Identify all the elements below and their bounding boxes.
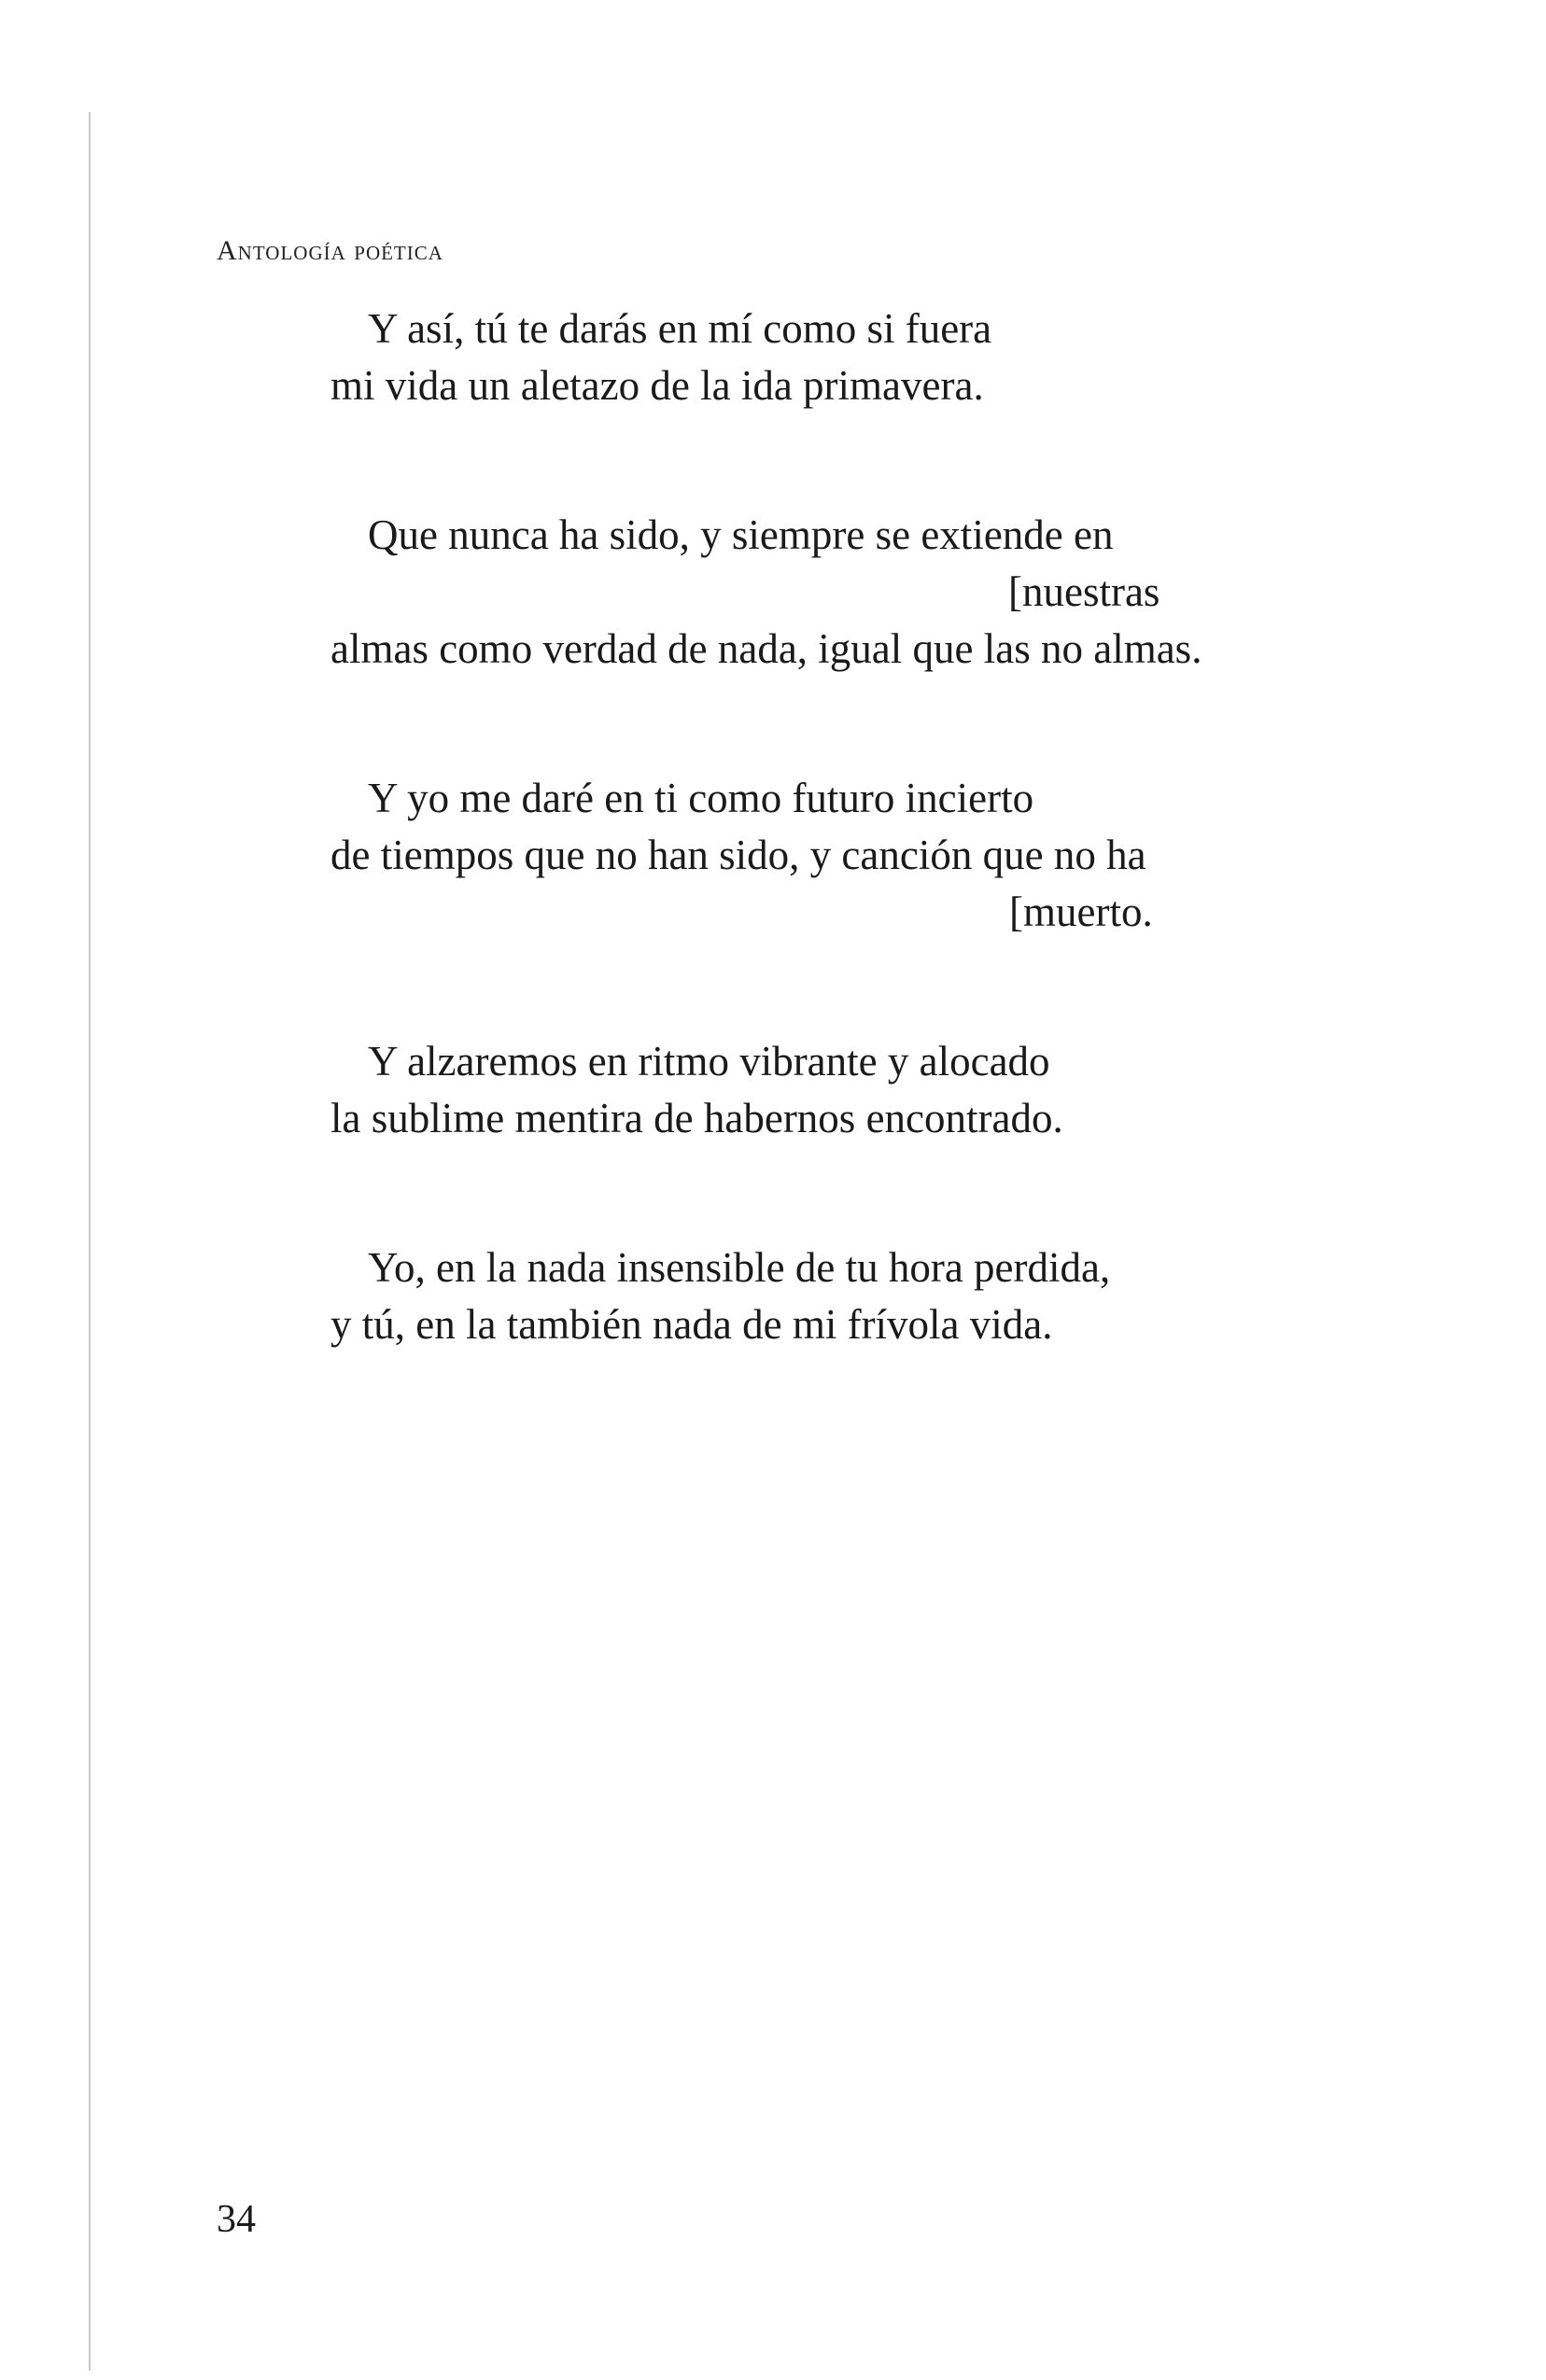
stanza [330,770,1413,941]
verse-line: Que nunca ha sido, y siempre se extiende en [368,511,1114,558]
verse-line: la sublime mentira de habernos encontrado. [330,1095,1063,1141]
verse-line: almas como verdad de nada, igual que las no almas. [330,625,1202,672]
page-number: 34 [217,2198,256,2241]
stanza [330,1033,1413,1147]
verse-line: de tiempos que no han sido, y canción que no ha [330,832,1146,878]
poem [330,301,1413,1446]
stanza [330,507,1413,678]
running-head: Antología poética [217,235,443,266]
verse-line: Yo, en la nada insensible de tu hora perdida, [368,1244,1111,1291]
verse-line: Y alzaremos en ritmo vibrante y alocado [368,1038,1050,1085]
verse-line: Y así, tú te darás en mí como si fuera [368,305,992,352]
verse-runover: [muerto. [1009,889,1153,935]
gutter-line [89,112,91,2371]
verse-runover: [nuestras [1008,568,1160,615]
stanza [330,1239,1413,1353]
verse-line: mi vida un aletazo de la ida primavera. [330,362,984,409]
verse-line: Y yo me daré en ti como futuro incierto [368,775,1034,821]
stanza [330,301,1413,414]
verse-line: y tú, en la también nada de mi frívola vida. [330,1301,1053,1348]
